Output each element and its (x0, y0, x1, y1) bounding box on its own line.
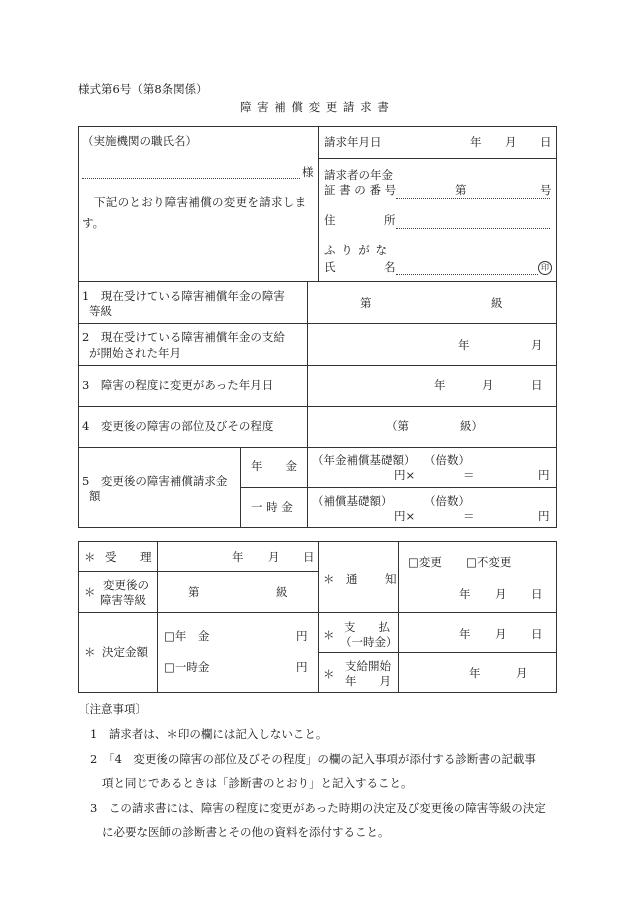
cert-dai-label: 第 (455, 183, 467, 197)
item5-label-line1: 5 変更後の障害補償請求金 (82, 474, 228, 488)
official-label: （実施機関の職氏名） (82, 134, 197, 148)
payment-label-1: 支 払 (344, 620, 390, 634)
item3-day: 日 (531, 378, 543, 392)
item4-dai: （第 (386, 419, 409, 433)
grade-kyu: 級 (276, 585, 288, 599)
payment-year: 年 (459, 627, 471, 641)
payment-day: 日 (531, 627, 543, 641)
name-line[interactable] (396, 274, 538, 275)
start-mark: ＊ (323, 667, 335, 681)
item1-dai: 第 (360, 296, 372, 310)
form-title: 障 害 補 償 変 更 請 求 書 (240, 100, 390, 114)
payment-mark: ＊ (323, 628, 335, 642)
decision-pension-yen: 円 (296, 629, 308, 643)
receipt-mark: ＊ (84, 550, 96, 564)
item3-label: 3 障害の程度に変更があった年月日 (82, 378, 274, 392)
receipt-label-2: 理 (140, 550, 152, 564)
decision-lump-yen: 円 (296, 660, 308, 674)
item1-label-line1: 1 現在受けている障害補償年金の障害 (82, 289, 285, 303)
receipt-year: 年 (232, 550, 244, 564)
start-month: 月 (516, 666, 528, 680)
item4-kyu: 級） (460, 419, 483, 433)
cert-number-line[interactable] (396, 198, 550, 199)
address-label-2: 所 (384, 213, 396, 227)
notice-month: 月 (495, 587, 507, 601)
note-3-line2: に必要な医師の診断書とその他の資料を添付すること。 (102, 825, 390, 839)
sama-label: 様 (302, 165, 314, 179)
cert-go-label: 号 (540, 183, 552, 197)
lump-equals: ＝ (463, 509, 475, 523)
notice-label-1: 通 (346, 572, 358, 586)
furigana-label: ふ り が な (324, 243, 388, 257)
pension-basis-label: （年金補償基礎額） (312, 453, 416, 467)
note-3-line1: 3 この請求書には、障害の程度に変更があった時期の決定及び変更後の障害等級の決定 (90, 801, 546, 815)
decision-pension-checkbox[interactable]: □年 金 (164, 629, 210, 643)
item5-lump-label: 一 時 金 (251, 500, 293, 514)
receipt-month: 月 (268, 550, 280, 564)
grade-label-1: 変更後の (103, 578, 149, 592)
decision-label: 決定金額 (102, 645, 148, 659)
address-line[interactable] (396, 228, 550, 229)
item2-label-line1: 2 現在受けている障害補償年金の支給 (82, 330, 285, 344)
start-label-1: 支給開始 (345, 659, 391, 673)
cert-label-line1: 請求者の年金 (324, 168, 393, 182)
lump-multiple-label: （倍数） (424, 494, 470, 508)
note-1: 1 請求者は、＊印の欄には記入しないこと。 (90, 727, 328, 741)
no-change-checkbox[interactable]: □不変更 (466, 555, 512, 569)
request-month-label: 月 (505, 135, 517, 149)
request-year-label: 年 (470, 135, 482, 149)
notes-heading: 〔注意事項〕 (78, 702, 147, 716)
change-checkbox[interactable]: □変更 (408, 555, 442, 569)
start-label-2: 年 月 (345, 674, 391, 688)
request-date-label: 請求年月日 (324, 135, 382, 149)
receipt-day: 日 (303, 550, 315, 564)
seal-mark: 印 (538, 261, 552, 275)
item2-month: 月 (531, 338, 543, 352)
note-2-line2: 項と同じであるときは「診断書のとおり」と記入すること。 (102, 776, 413, 790)
notice-label-2: 知 (385, 572, 397, 586)
payment-label-2: （一時金） (340, 635, 398, 649)
name-label-1: 氏 (324, 260, 336, 274)
pension-equals: ＝ (463, 468, 475, 482)
form-number: 様式第6号（第8条関係） (78, 82, 208, 96)
item2-label-line2: が開始された年月 (89, 346, 181, 360)
decision-mark: ＊ (84, 645, 96, 659)
item1-kyu: 級 (491, 296, 503, 310)
item3-year: 年 (434, 378, 446, 392)
pension-yen: 円 (538, 468, 550, 482)
lump-yen-times: 円× (394, 509, 416, 523)
item2-year: 年 (458, 338, 470, 352)
receipt-label-1: 受 (105, 550, 117, 564)
pension-multiple-label: （倍数） (424, 453, 470, 467)
notice-day: 日 (531, 587, 543, 601)
notice-mark: ＊ (323, 572, 335, 586)
item4-label: 4 変更後の障害の部位及びその程度 (82, 419, 274, 433)
name-label-2: 名 (384, 260, 396, 274)
payment-month: 月 (495, 627, 507, 641)
item1-label-line2: 等級 (89, 304, 112, 318)
decision-lump-checkbox[interactable]: □一時金 (164, 660, 210, 674)
request-text-line1: 下記のとおり障害補償の変更を請求しま (94, 195, 307, 209)
lump-basis-label: （補償基礎額） (312, 494, 393, 508)
grade-dai: 第 (188, 585, 200, 599)
notice-year: 年 (459, 587, 471, 601)
request-text-line2: す。 (82, 216, 105, 230)
cert-label-line2: 証 書 の 番 号 (324, 183, 397, 197)
note-2-line1: 2 「4 変更後の障害の部位及びその程度」の欄の記入事項が添付する診断書の記載事 (90, 752, 536, 766)
item5-pension-label: 年 金 (251, 459, 297, 473)
official-name-line[interactable] (82, 178, 300, 179)
item5-label-line2: 額 (89, 489, 101, 503)
lump-yen: 円 (538, 509, 550, 523)
request-day-label: 日 (540, 135, 552, 149)
pension-yen-times: 円× (394, 468, 416, 482)
grade-mark: ＊ (84, 585, 96, 599)
grade-label-2: 障害等級 (100, 593, 146, 607)
start-year: 年 (469, 666, 481, 680)
item3-month: 月 (482, 378, 494, 392)
address-label-1: 住 (324, 213, 336, 227)
